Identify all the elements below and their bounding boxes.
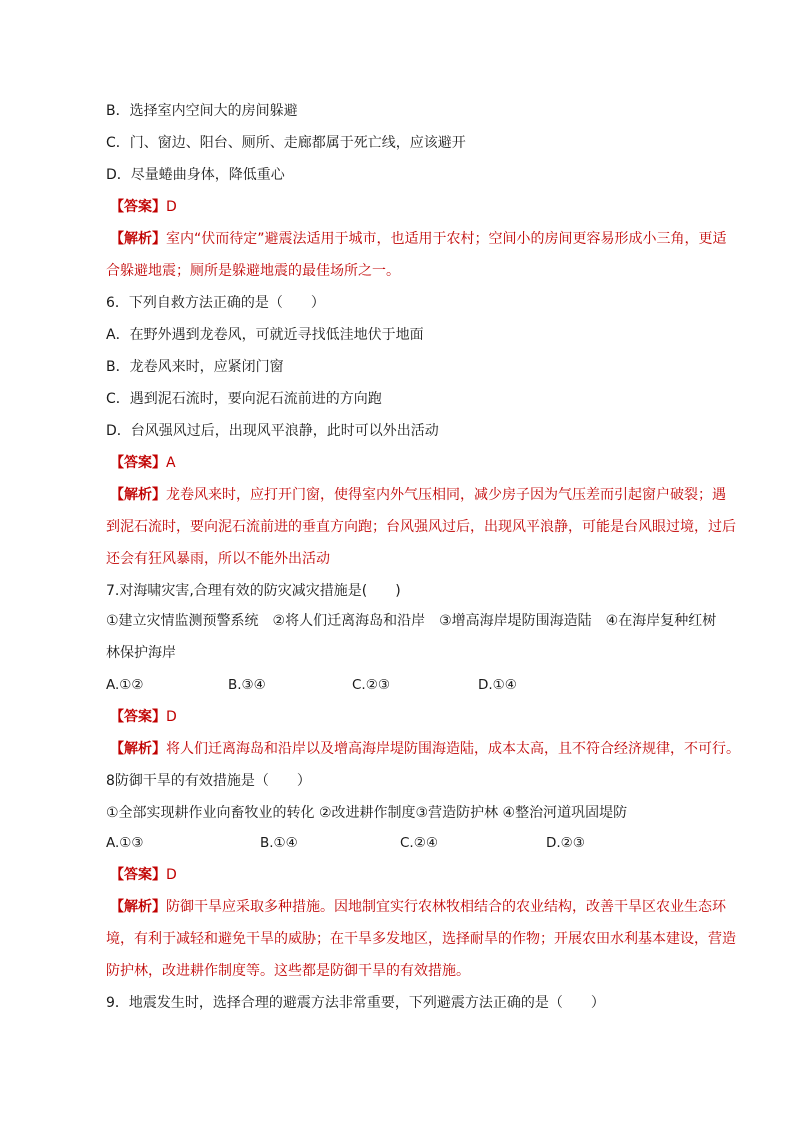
q8-analysis-line-3: 防护林，改进耕作制度等。这些都是防御干旱的有效措施。 — [106, 963, 470, 979]
q7-option-c: C.②③ — [352, 677, 390, 693]
q9-stem: 9．地震发生时，选择合理的避震方法非常重要，下列避震方法正确的是（ ） — [106, 995, 605, 1011]
q7-items-line-1: ①建立灾情监测预警系统 ②将人们迁离海岛和沿岸 ③增高海岸堤防围海造陆 ④在海岸复种红树 — [106, 613, 717, 629]
q7-items-line-2: 林保护海岸 — [106, 645, 176, 661]
q6-option-b: B．龙卷风来时，应紧闭门窗 — [106, 359, 284, 375]
analysis-text: 将人们迁离海岛和沿岸以及增高海岸堤防围海造陆，成本太高，且不符合经济规律，不可行。 — [166, 741, 740, 757]
q8-stem: 8防御干旱的有效措施是（ ） — [106, 773, 311, 789]
answer-value: D — [166, 709, 177, 725]
q8-analysis-line-2: 境，有利于减轻和避免干旱的威胁；在干旱多发地区，选择耐旱的作物；开展农田水利基本建设，营造 — [106, 931, 736, 947]
analysis-text: 防御干旱应采取多种措施。因地制宜实行农林牧相结合的农业结构，改善干旱区农业生态环 — [166, 899, 726, 915]
answer-value: A — [166, 455, 176, 471]
q6-stem: 6．下列自救方法正确的是（ ） — [106, 295, 325, 311]
q7-analysis-line-1 — [110, 740, 740, 758]
analysis-tag: 【解析】 — [110, 741, 166, 757]
q7-stem: 7.对海啸灾害,合理有效的防灾减灾措施是( ) — [106, 583, 401, 599]
q5-option-c: C．门、窗边、阳台、厕所、走廊都属于死亡线，应该避开 — [106, 135, 466, 151]
q6-option-c: C．遇到泥石流时，要向泥石流前进的方向跑 — [106, 391, 382, 407]
analysis-tag: 【解析】 — [110, 231, 166, 247]
answer-value: D — [166, 867, 177, 883]
q6-option-a: A．在野外遇到龙卷风，可就近寻找低洼地伏于地面 — [106, 327, 424, 343]
q6-option-d: D．台风强风过后，出现风平浪静，此时可以外出活动 — [106, 423, 439, 439]
answer-tag: 【答案】 — [110, 867, 166, 883]
q5-option-d: D．尽量蜷曲身体，降低重心 — [106, 167, 285, 183]
q8-option-b: B.①④ — [260, 835, 298, 851]
q8-option-d: D.②③ — [546, 835, 585, 851]
analysis-text: 室内“伏而待定”避震法适用于城市，也适用于农村；空间小的房间更容易形成小三角，更适 — [166, 231, 727, 247]
q6-analysis-line-2: 到泥石流时，要向泥石流前进的垂直方向跑；台风强风过后，出现风平浪静，可能是台风眼过境，过后 — [106, 519, 736, 535]
answer-value: D — [166, 199, 177, 215]
q7-option-a: A.①② — [106, 677, 144, 693]
q6-answer — [110, 454, 176, 472]
q8-answer — [110, 866, 177, 884]
q7-option-d: D.①④ — [478, 677, 517, 693]
q7-option-b: B.③④ — [228, 677, 266, 693]
q5-option-b: B．选择室内空间大的房间躲避 — [106, 103, 298, 119]
answer-tag: 【答案】 — [110, 199, 166, 215]
q6-analysis-line-1 — [110, 486, 726, 504]
analysis-tag: 【解析】 — [110, 899, 166, 915]
q5-answer — [110, 198, 177, 216]
q8-option-c: C.②④ — [400, 835, 438, 851]
q5-analysis-line-1 — [110, 230, 727, 248]
analysis-text: 龙卷风来时，应打开门窗，使得室内外气压相同，减少房子因为气压差而引起窗户破裂；遇 — [166, 487, 726, 503]
answer-tag: 【答案】 — [110, 709, 166, 725]
q5-analysis-line-2: 合躲避地震；厕所是躲避地震的最佳场所之一。 — [106, 263, 400, 279]
answer-tag: 【答案】 — [110, 455, 166, 471]
q6-analysis-line-3: 还会有狂风暴雨，所以不能外出活动 — [106, 551, 330, 567]
analysis-tag: 【解析】 — [110, 487, 166, 503]
q8-items-line-1: ①全部实现耕作业向畜牧业的转化 ②改进耕作制度③营造防护林 ④整治河道巩固堤防 — [106, 805, 628, 821]
q8-analysis-line-1 — [110, 898, 726, 916]
q8-option-a: A.①③ — [106, 835, 144, 851]
q7-answer — [110, 708, 177, 726]
